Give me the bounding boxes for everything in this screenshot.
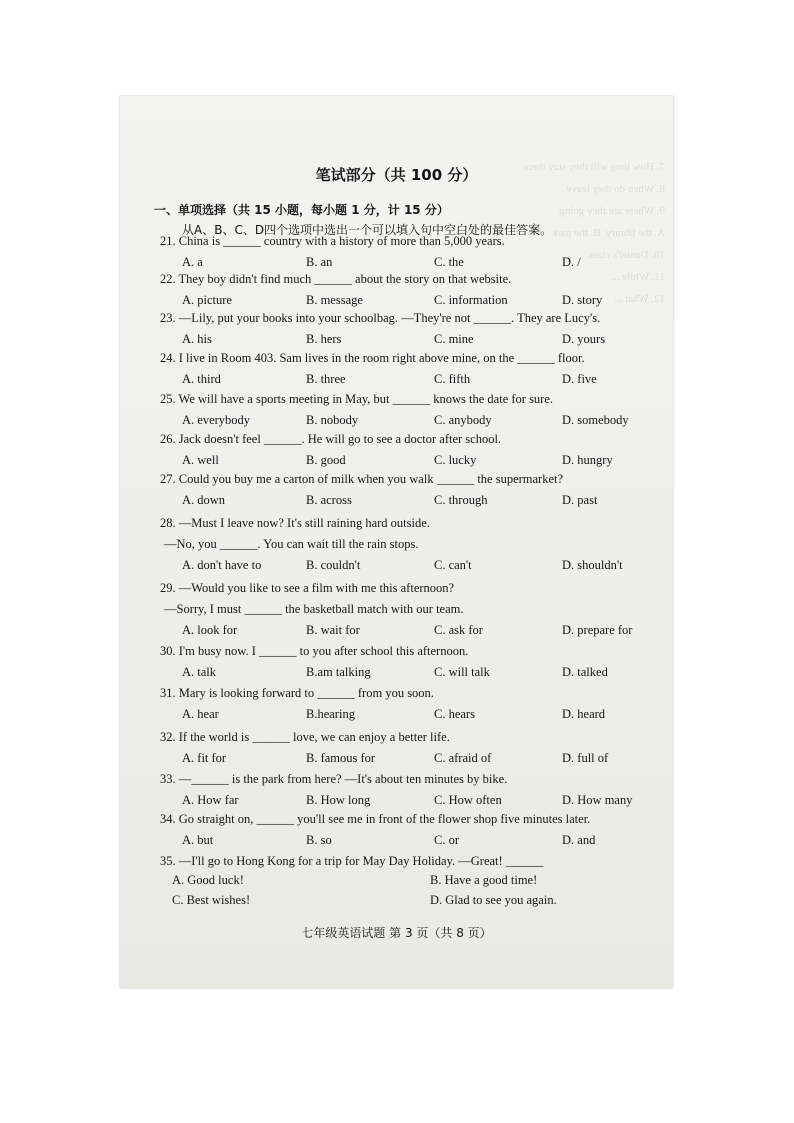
- question-24: [160, 351, 660, 391]
- option-b[interactable]: B. so: [306, 833, 332, 847]
- option-a[interactable]: A. well: [182, 453, 219, 467]
- section-heading: 一、单项选择（共 15 小题，每小题 1 分，计 15 分）: [154, 203, 449, 217]
- option-a[interactable]: A. talk: [182, 665, 217, 679]
- option-b[interactable]: B. good: [306, 453, 346, 467]
- option-a[interactable]: A. but: [182, 833, 214, 847]
- question-33: [160, 772, 660, 812]
- option-a[interactable]: A. How far: [182, 793, 239, 807]
- question-stem: 35. —I'll go to Hong Kong for a trip for May Day Holiday. —Great! ______: [160, 854, 544, 868]
- question-stem: 23. —Lily, put your books into your schoolbag. —They're not ______. They are Lucy's.: [160, 311, 601, 325]
- option-a[interactable]: A. don't have to: [182, 558, 262, 572]
- question-stem: 28. —Must I leave now? It's still raining hard outside.: [160, 516, 430, 530]
- question-35: [160, 854, 660, 907]
- option-a[interactable]: A. Good luck!: [172, 873, 244, 887]
- option-c[interactable]: C. information: [434, 293, 508, 307]
- question-stem: 32. If the world is ______ love, we can enjoy a better life.: [160, 730, 450, 744]
- option-d[interactable]: D. prepare for: [562, 623, 633, 637]
- option-a[interactable]: A. fit for: [182, 751, 227, 765]
- option-b[interactable]: B. Have a good time!: [430, 873, 538, 887]
- question-stem: 30. I'm busy now. I ______ to you after school this afternoon.: [160, 644, 469, 658]
- option-b[interactable]: B.hearing: [306, 707, 355, 721]
- question-31: [160, 686, 660, 726]
- question-stem: 26. Jack doesn't feel ______. He will go to see a doctor after school.: [160, 432, 502, 446]
- option-a[interactable]: A. everybody: [182, 413, 251, 427]
- question-27: [160, 472, 660, 512]
- option-b[interactable]: B. couldn't: [306, 558, 361, 572]
- section-instruction: 从A、B、C、D四个选项中选出一个可以填入句中空白处的最佳答案。: [182, 223, 553, 237]
- question-34: [160, 812, 660, 852]
- option-c[interactable]: C. How often: [434, 793, 502, 807]
- option-c[interactable]: C. mine: [434, 332, 474, 346]
- question-stem: 29. —Would you like to see a film with me this afternoon?: [160, 581, 455, 595]
- option-d[interactable]: D. talked: [562, 665, 608, 679]
- option-d[interactable]: D. five: [562, 372, 597, 386]
- option-c[interactable]: C. Best wishes!: [172, 893, 251, 907]
- option-b[interactable]: B. an: [306, 255, 333, 269]
- option-a[interactable]: A. picture: [182, 293, 232, 307]
- option-a[interactable]: A. a: [182, 255, 203, 269]
- question-22: [160, 272, 660, 312]
- bleed-through-text: 7. How long will they stay there 8. When do they leave 9. Where are they going A. the library B. the park 10. Daniel's class 11. While ... 12. What ...: [523, 161, 665, 305]
- option-a[interactable]: A. third: [182, 372, 221, 386]
- page-title: 笔试部分（共 100 分）: [315, 166, 478, 184]
- option-b[interactable]: B. across: [306, 493, 352, 507]
- option-c[interactable]: C. can't: [434, 558, 472, 572]
- question-stem: 31. Mary is looking forward to ______ from you soon.: [160, 686, 434, 700]
- exam-page: [120, 96, 673, 988]
- page-footer: 七年级英语试题 第 3 页（共 8 页）: [301, 926, 492, 940]
- option-c[interactable]: C. the: [434, 255, 464, 269]
- question-stem: 27. Could you buy me a carton of milk when you walk ______ the supermarket?: [160, 472, 564, 486]
- question-stem: 34. Go straight on, ______ you'll see me in front of the flower shop five minutes later.: [160, 812, 591, 826]
- question-stem: 25. We will have a sports meeting in May, but ______ knows the date for sure.: [160, 392, 554, 406]
- option-c[interactable]: C. hears: [434, 707, 475, 721]
- question-21: [160, 234, 660, 274]
- option-d[interactable]: D. somebody: [562, 413, 629, 427]
- option-b[interactable]: B. message: [306, 293, 363, 307]
- option-d[interactable]: D. hungry: [562, 453, 613, 467]
- option-c[interactable]: C. afraid of: [434, 751, 492, 765]
- option-d[interactable]: D. /: [562, 255, 581, 269]
- option-d[interactable]: D. shouldn't: [562, 558, 623, 572]
- option-c[interactable]: C. through: [434, 493, 488, 507]
- option-d[interactable]: D. How many: [562, 793, 633, 807]
- question-26: [160, 432, 660, 472]
- question-stem: 33. —______ is the park from here? —It's about ten minutes by bike.: [160, 772, 508, 786]
- question-23: [160, 311, 660, 351]
- option-d[interactable]: D. yours: [562, 332, 606, 346]
- option-b[interactable]: B. three: [306, 372, 346, 386]
- question-stem: 21. China is ______ country with a history of more than 5,000 years.: [160, 234, 505, 248]
- option-a[interactable]: A. look for: [182, 623, 238, 637]
- option-a[interactable]: A. down: [182, 493, 226, 507]
- option-d[interactable]: D. full of: [562, 751, 609, 765]
- option-a[interactable]: A. his: [182, 332, 212, 346]
- option-c[interactable]: C. or: [434, 833, 459, 847]
- question-29: [160, 581, 660, 637]
- question-30: [160, 644, 660, 684]
- option-c[interactable]: C. anybody: [434, 413, 492, 427]
- option-c[interactable]: C. ask for: [434, 623, 483, 637]
- option-c[interactable]: C. lucky: [434, 453, 477, 467]
- option-b[interactable]: B. wait for: [306, 623, 360, 637]
- option-b[interactable]: B. nobody: [306, 413, 359, 427]
- option-b[interactable]: B. famous for: [306, 751, 376, 765]
- question-stem: 24. I live in Room 403. Sam lives in the room right above mine, on the ______ floor.: [160, 351, 585, 365]
- option-b[interactable]: B. hers: [306, 332, 342, 346]
- option-d[interactable]: D. and: [562, 833, 596, 847]
- question-stem-reply: —No, you ______. You can wait till the rain stops.: [164, 537, 419, 551]
- question-stem-reply: —Sorry, I must ______ the basketball match with our team.: [164, 602, 464, 616]
- option-d[interactable]: D. heard: [562, 707, 606, 721]
- option-a[interactable]: A. hear: [182, 707, 219, 721]
- option-b[interactable]: B. How long: [306, 793, 371, 807]
- question-28: [160, 516, 660, 572]
- question-stem: 22. They boy didn't find much ______ about the story on that website.: [160, 272, 512, 286]
- option-c[interactable]: C. will talk: [434, 665, 490, 679]
- option-d[interactable]: D. story: [562, 293, 603, 307]
- option-c[interactable]: C. fifth: [434, 372, 471, 386]
- question-32: [160, 730, 660, 770]
- option-b[interactable]: B.am talking: [306, 665, 371, 679]
- option-d[interactable]: D. Glad to see you again.: [430, 893, 557, 907]
- question-25: [160, 392, 660, 432]
- option-d[interactable]: D. past: [562, 493, 598, 507]
